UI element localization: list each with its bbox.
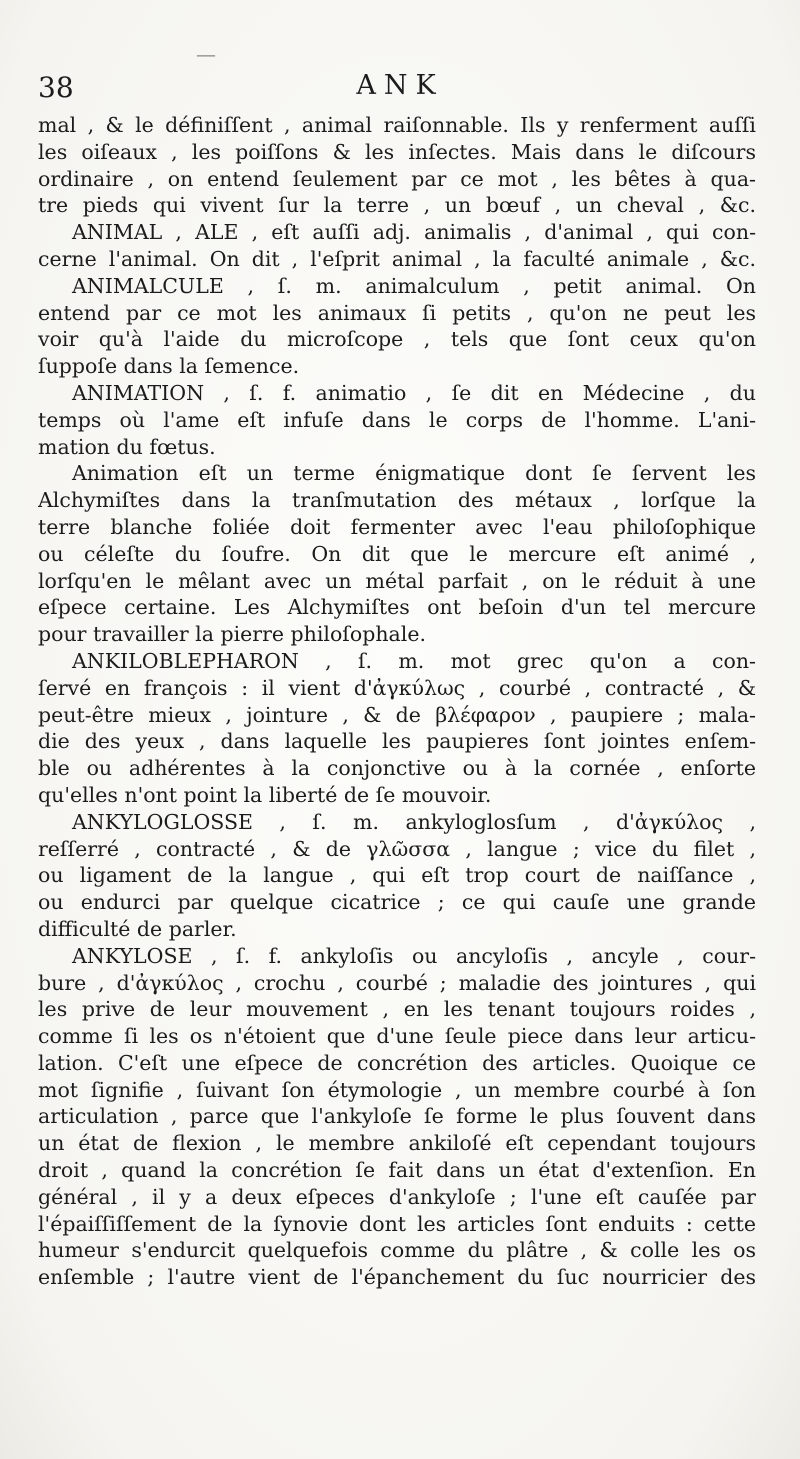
text-line: Alchymiſtes dans la tranſmutation des métaux , lorſque la (38, 488, 756, 513)
text-line: reſſerré , contracté , & de γλῶσσα , langue ; vice du filet , (38, 836, 756, 861)
text-line: les prive de leur mouvement , en les tenant toujours roides , (38, 997, 756, 1022)
text-line: ANIMALCULE , ſ. m. animalculum , petit animal. On (72, 273, 756, 298)
text-line: ou ligament de la langue , qui eſt trop court de naiſſance , (38, 863, 756, 888)
text-line: voir qu'à l'aide du microſcope , tels que ſont ceux qu'on (38, 327, 756, 352)
text-line: bure , d'ἀγκύλος , crochu , courbé ; maladie des jointures , qui (38, 970, 756, 995)
text-line: ou céleſte du ſoufre. On dit que le mercure eſt animé , (38, 541, 756, 566)
text-line: difficulté de parler. (38, 916, 237, 941)
text-line: tre pieds qui vivent ſur la terre , un bœuf , un cheval , &c. (38, 193, 756, 218)
text-line: humeur s'endurcit quelquefois comme du plâtre , & colle les os (38, 1238, 756, 1263)
text-line: général , il y a deux eſpeces d'ankyloſe ; l'une eſt cauſée par (38, 1184, 756, 1209)
text-line: mot ſignifie , ſuivant ſon étymologie , un membre courbé à ſon (38, 1077, 756, 1102)
running-head: ANK (356, 70, 444, 101)
text-line: peut-être mieux , jointure , & de βλέφαρον , paupiere ; mala- (38, 702, 756, 727)
text-line: cerne l'animal. On dit , l'eſprit animal , la faculté animale , &c. (38, 246, 756, 271)
text-line: pour travailler la pierre philoſophale. (38, 622, 426, 647)
text-line: die des yeux , dans laquelle les paupieres ſont jointes enſem- (38, 729, 756, 754)
text-line: ou endurci par quelque cicatrice ; ce qui cauſe une grande (38, 890, 756, 915)
text-line: droit , quand la concrétion ſe fait dans un état d'extenſion. En (38, 1158, 756, 1183)
text-line: qu'elles n'ont point la liberté de ſe mouvoir. (38, 782, 492, 807)
text-line: un état de flexion , le membre ankiloſé eſt cependant toujours (38, 1131, 756, 1156)
text-line: ANKILOBLEPHARON , ſ. m. mot grec qu'on a con- (72, 648, 756, 673)
text-line: ANIMAL , ALE , eſt auſſi adj. animalis , d'animal , qui con- (72, 220, 756, 245)
text-line: comme ſi les os n'étoient que d'une ſeule piece dans leur articu- (38, 1024, 756, 1049)
text-line: lation. C'eſt une eſpece de concrétion des articles. Quoique ce (38, 1050, 756, 1075)
text-line: ANIMATION , ſ. f. animatio , ſe dit en Médecine , du (72, 380, 756, 405)
text-line: mal , & le définiſſent , animal raiſonnable. Ils y renferment auſſi (38, 113, 756, 137)
text-line: ordinaire , on entend ſeulement par ce mot , les bêtes à qua- (38, 166, 756, 191)
text-line: les oiſeaux , les poiſſons & les inſectes. Mais dans le diſcours (38, 139, 756, 164)
text-line: articulation , parce que l'ankyloſe ſe forme le plus ſouvent dans (38, 1104, 756, 1129)
text-line: ſervé en françois : il vient d'ἀγκύλως , courbé , contracté , & (38, 675, 756, 700)
text-line: ſuppoſe dans la ſemence. (38, 354, 300, 379)
text-line: ble ou adhérentes à la conjonctive ou à la cornée , enſorte (38, 756, 756, 781)
text-line: eſpece certaine. Les Alchymiſtes ont beſoin d'un tel mercure (38, 595, 756, 620)
text-line: l'épaiſſiſſement de la ſynovie dont les articles ſont enduits : cette (38, 1211, 756, 1236)
page-number: 38 (38, 71, 74, 104)
text-line: Animation eſt un terme énigmatique dont ſe ſervent les (72, 461, 756, 486)
top-mark: — (196, 42, 216, 66)
text-line: entend par ce mot les animaux ſi petits , qu'on ne peut les (38, 300, 756, 325)
text-line: enſemble ; l'autre vient de l'épanchement du ſuc nourricier des (38, 1265, 756, 1290)
text-line: ANKYLOSE , ſ. f. ankyloſis ou ancyloſis , ancyle , cour- (72, 943, 756, 968)
text-line: terre blanche foliée doit fermenter avec l'eau philoſophique (38, 514, 756, 539)
text-line: mation du fœtus. (38, 434, 216, 459)
text-line: temps où l'ame eſt infuſe dans le corps de l'homme. L'ani- (38, 407, 756, 432)
text-line: ANKYLOGLOSSE , ſ. m. ankyloglosſum , d'ἀγκύλος , (72, 809, 756, 834)
body-text (38, 112, 756, 1291)
text-line: lorſqu'en le mêlant avec un métal parfait , on le réduit à une (38, 568, 756, 593)
